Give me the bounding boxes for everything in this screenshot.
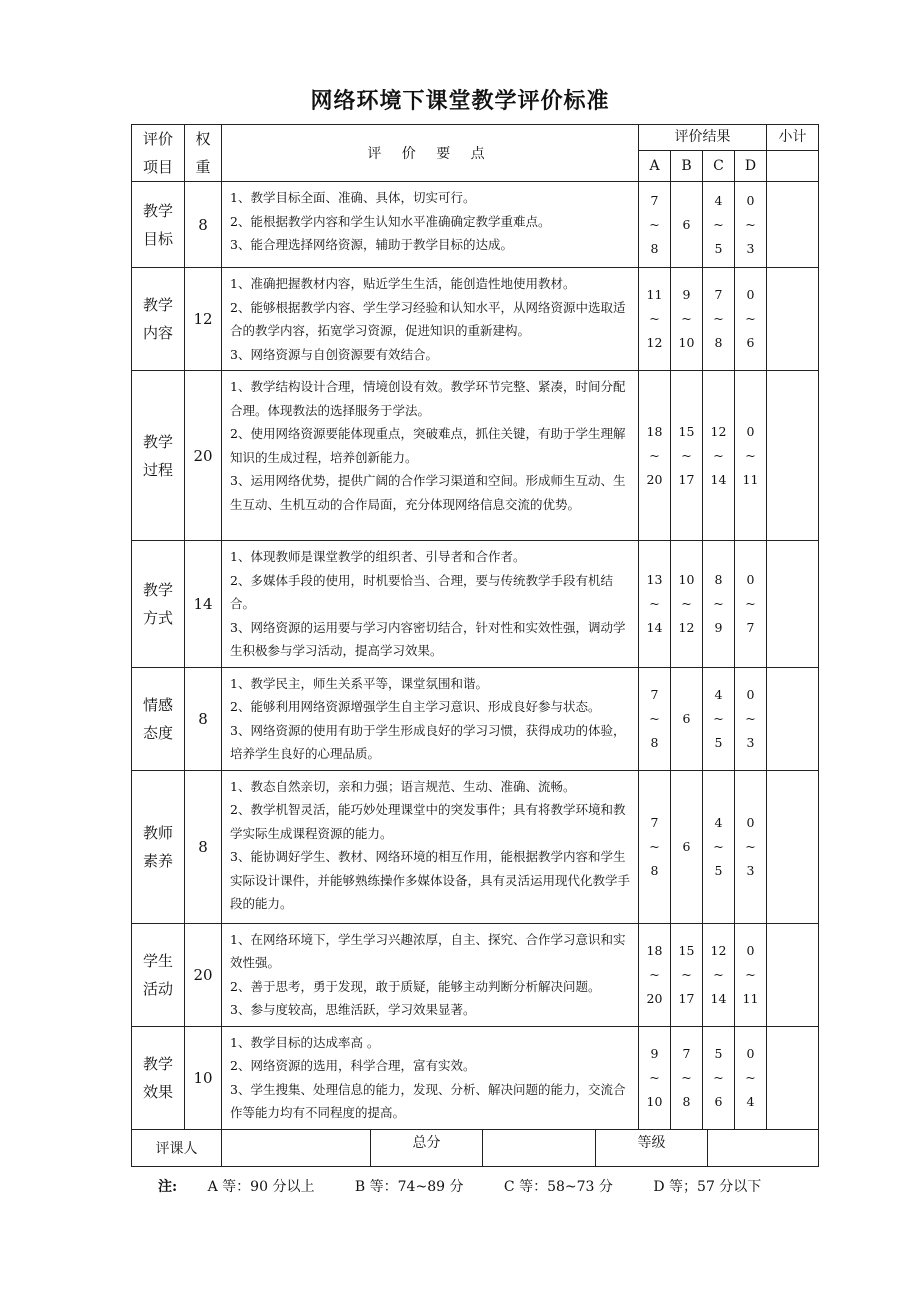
header-weight-line: 权 [195,130,211,148]
row-item-line: 内容 [142,324,173,342]
score-range-part: ~ [649,966,660,982]
score-range [735,541,767,668]
row-points [222,770,639,923]
score-range-part: 7 [650,192,659,208]
score-range [671,541,703,668]
subtotal-cell[interactable] [767,182,819,268]
score-range-part: ~ [713,710,724,726]
score-range-part: 12 [710,942,727,958]
note-label: 注: [158,1179,178,1195]
table-row [132,667,819,770]
score-range [671,770,703,923]
score-range [735,1026,767,1129]
score-range [671,1026,703,1129]
score-range-part: 10 [678,571,695,587]
point-line: 2、能够利用网络资源增强学生自主学习意识、形成良好参与状态。 [230,699,601,714]
row-item [132,371,185,541]
score-range-part: 8 [650,734,659,750]
subtotal-cell[interactable] [767,268,819,371]
row-weight: 10 [185,1026,222,1129]
grade-note [158,1176,797,1196]
row-points [222,182,639,268]
score-range-part: 15 [678,423,695,439]
point-line: 1、教学目标的达成率高 。 [230,1034,380,1050]
grade-d-header: D [735,150,767,181]
score-range-part: 12 [646,335,663,350]
grade-c-header: C [703,150,735,181]
score-range [671,182,703,268]
table-row [132,770,819,923]
score-range [671,371,703,541]
score-range-part: ~ [745,311,756,326]
table-row [132,541,819,668]
score-range-part: 10 [646,1093,663,1109]
score-range [735,923,767,1026]
score-range-part: 14 [710,471,727,487]
score-range-part: ~ [713,1069,724,1085]
header-weight-line: 重 [195,158,211,176]
row-item-line: 素养 [142,851,173,870]
score-range-part: ~ [745,216,756,232]
score-range-part: 4 [746,1093,755,1109]
point-line: 2、网络资源的选用，科学合理，富有实效。 [230,1058,476,1073]
score-range-part: 0 [746,571,755,587]
row-item-line: 教学 [142,296,173,314]
score-range-part: 5 [714,734,723,750]
score-range-part: 6 [682,838,691,854]
score-range [639,268,671,371]
score-range-part: 7 [714,287,723,302]
row-item-line: 教师 [142,823,173,842]
score-range-part: ~ [649,1069,660,1085]
point-line: 1、准确把握教材内容，贴近学生生活，能创造性地使用教材。 [230,276,576,291]
header-item-line: 评价 [142,130,173,148]
footer-inner [222,1130,818,1166]
score-range-part: ~ [649,710,660,726]
row-weight: 20 [185,923,222,1026]
point-line: 3、网络资源的使用有助于学生形成良好的学习习惯，获得成功的体验，培养学生良好的心理品质。 [230,722,626,761]
point-line: 3、运用网络优势，提供广阔的合作学习渠道和空间。形成师生互动、生生互动、生机互动的合作局面，充分体现网络信息交流的优势。 [230,473,626,512]
header-item-line: 项目 [142,158,173,176]
score-range [703,268,735,371]
table-row [132,182,819,268]
score-range-part: 7 [650,686,659,702]
score-range-part: 6 [714,1093,723,1109]
row-item-line: 教学 [142,432,173,451]
row-item-line: 教学 [142,1054,173,1073]
score-range-part: 18 [646,423,663,439]
score-range-part: 4 [714,192,723,208]
score-range-part: 7 [682,1045,691,1061]
score-range [639,770,671,923]
grade-b-header: B [671,150,703,181]
score-range-part: ~ [745,595,756,611]
score-range-part: 11 [742,990,759,1006]
score-range-part: 8 [650,240,659,256]
score-range [703,667,735,770]
score-range [735,182,767,268]
subtotal-cell[interactable] [767,770,819,923]
score-range-part: 8 [650,862,659,878]
point-line: 2、多媒体手段的使用，时机要恰当、合理，要与传统教学手段有机结合。 [230,572,613,611]
score-range [671,268,703,371]
point-line: 2、善于思考，勇于发现，敢于质疑，能够主动判断分析解决问题。 [230,978,601,994]
score-range [735,667,767,770]
score-range-part: ~ [745,966,756,982]
score-range [703,923,735,1026]
header-points: 评 价 要 点 [222,125,639,182]
score-range-part: 7 [650,814,659,830]
footer-row [132,1129,819,1166]
point-line: 3、能合理选择网络资源，辅助于教学目标的达成。 [230,237,513,252]
score-range-part: 14 [646,619,663,635]
score-range [703,182,735,268]
score-range [735,268,767,371]
row-points [222,1026,639,1129]
point-line: 3、学生搜集、处理信息的能力，发现、分析、解决问题的能力，交流合作等能力均有不同程度的提高。 [230,1081,626,1120]
score-range-part: 6 [746,335,755,350]
score-range-part: 3 [746,734,755,750]
subtotal-cell[interactable] [767,541,819,668]
row-item [132,541,185,668]
subtotal-cell[interactable] [767,371,819,541]
score-range-part: 0 [746,814,755,830]
row-points [222,268,639,371]
score-range-part: ~ [681,595,692,611]
row-points [222,667,639,770]
table-row [132,1026,819,1129]
score-range-part: ~ [745,710,756,726]
point-line: 2、教学机智灵活，能巧妙处理课堂中的突发事件；具有将教学环境和教学实际生成课程资源的能力。 [230,802,626,841]
grade-label: 等级 [596,1130,708,1166]
point-line: 3、网络资源与自创资源要有效结合。 [230,346,438,362]
score-range [703,371,735,541]
score-range-part: 0 [746,192,755,208]
row-points [222,371,639,541]
note-grade-c: C 等：58~73 分 [503,1179,613,1195]
row-item [132,770,185,923]
row-weight: 14 [185,541,222,668]
score-range-part: 12 [678,619,695,635]
score-range-part: 3 [746,862,755,878]
row-weight: 8 [185,770,222,923]
row-item-line: 效果 [142,1082,173,1101]
header-item [132,125,185,182]
score-range-part: ~ [649,595,660,611]
score-range-part: ~ [713,966,724,982]
subtotal-cell[interactable] [767,1026,819,1129]
score-range [639,1026,671,1129]
score-range-part: ~ [713,216,724,232]
row-item-line: 学生 [142,951,173,970]
point-line: 1、教学民主，师生关系平等，课堂氛围和谐。 [230,675,488,691]
score-range-part: 14 [710,990,727,1006]
point-line: 3、网络资源的运用要与学习内容密切结合，针对性和实效性强，调动学生积极参与学习活动，提高学习效果。 [230,619,626,658]
header-subtotal: 小计 [767,125,819,151]
score-range-part: ~ [745,1069,756,1085]
score-range [671,667,703,770]
point-line: 1、体现教师是课堂教学的组织者、引导者和合作者。 [230,549,526,564]
note-grade-d: D 等；57 分以下 [653,1179,762,1195]
grade-a-header: A [639,150,671,181]
score-range-part: 8 [682,1093,691,1109]
score-range-part: ~ [713,311,724,326]
score-range-part: 0 [746,1045,755,1061]
score-range-part: ~ [649,447,660,463]
subtotal-cell[interactable] [767,667,819,770]
point-line: 1、教学目标全面、准确、具体，切实可行。 [230,190,476,205]
score-range-part: ~ [649,216,660,232]
score-range [735,371,767,541]
score-range-part: ~ [745,447,756,463]
score-range-part: 15 [678,942,695,958]
score-range-part: 20 [646,471,663,487]
score-range [671,923,703,1026]
score-range [703,1026,735,1129]
score-range-part: ~ [713,838,724,854]
header-weight [185,125,222,182]
row-weight: 8 [185,667,222,770]
score-range-part: ~ [681,1069,692,1085]
score-range [639,541,671,668]
row-weight: 20 [185,371,222,541]
row-item [132,667,185,770]
score-range-part: 9 [714,619,723,635]
header-result: 评价结果 [639,125,767,151]
score-range-part: 4 [714,686,723,702]
score-range-part: 0 [746,423,755,439]
score-range [735,770,767,923]
score-range-part: 6 [682,216,691,232]
score-range [639,371,671,541]
score-range [639,923,671,1026]
footer-container [222,1129,819,1166]
total-label: 总分 [371,1130,483,1166]
score-range-part: ~ [681,311,692,326]
score-range-part: 20 [646,990,663,1006]
point-line: 1、教学结构设计合理，情境创设有效。教学环节完整、紧凑，时间分配合理。体现教法的选择服务于学法。 [230,379,626,418]
score-range-part: 9 [650,1045,659,1061]
score-range-part: ~ [713,595,724,611]
row-item-line: 教学 [142,201,173,220]
score-range-part: 8 [714,335,723,350]
note-grade-b: B 等：74~89 分 [354,1179,464,1195]
row-item-line: 目标 [142,229,173,248]
score-range-part: ~ [681,966,692,982]
reviewer-value[interactable] [222,1130,371,1166]
score-range-part: 17 [678,471,695,487]
score-range-part: 3 [746,240,755,256]
point-line: 1、在网络环境下，学生学习兴趣浓厚，自主、探究、合作学习意识和实效性强。 [230,931,626,970]
score-range [703,770,735,923]
point-line: 3、能协调好学生、教材、网络环境的相互作用，能根据教学内容和学生实际设计课件，并能够熟练操作多媒体设备，具有灵活运用现代化教学手段的能力。 [230,849,631,911]
score-range-part: 6 [682,710,691,726]
score-range-part: 17 [678,990,695,1006]
reviewer-label: 评课人 [132,1129,222,1166]
score-range-part: 0 [746,287,755,302]
score-range-part: 13 [646,571,663,587]
table-row [132,923,819,1026]
row-item-line: 方式 [142,608,173,627]
evaluation-table [131,124,819,1167]
score-range-part: 7 [746,619,755,635]
page-title: 网络环境下课堂教学评价标准 [310,89,610,114]
row-item [132,182,185,268]
row-item [132,268,185,371]
score-range-part: 11 [646,287,663,302]
row-item-line: 情感 [142,695,173,714]
score-range-part: 0 [746,686,755,702]
row-item [132,923,185,1026]
score-range-part: 0 [746,942,755,958]
table-row [132,268,819,371]
row-weight: 12 [185,268,222,371]
score-range [703,541,735,668]
table-row [132,371,819,541]
score-range-part: 11 [742,471,759,487]
score-range-part: 5 [714,1045,723,1061]
point-line: 2、能根据教学内容和学生认知水平准确确定教学重难点。 [230,213,551,229]
score-range [639,182,671,268]
score-range-part: ~ [681,447,692,463]
note-grade-a: A 等：90 分以上 [207,1179,315,1195]
row-points [222,541,639,668]
row-item-line: 态度 [142,723,173,742]
score-range-part: 10 [678,335,695,350]
score-range-part: ~ [713,447,724,463]
score-range-part: 4 [714,814,723,830]
subtotal-cell[interactable] [767,923,819,1026]
point-line: 2、能够根据教学内容、学生学习经验和认知水平，从网络资源中选取适合的教学内容，拓宽学习资源，促进知识的重新建构。 [230,299,626,338]
score-range-part: 18 [646,942,663,958]
score-range-part: 9 [682,287,691,302]
row-item-line: 过程 [142,460,173,479]
score-range-part: 8 [714,571,723,587]
row-points [222,923,639,1026]
row-item-line: 教学 [142,580,173,599]
point-line: 1、教态自然亲切，亲和力强；语言规范、生动、准确、流畅。 [230,778,576,794]
score-range-part: ~ [649,311,660,326]
score-range-part: 5 [714,240,723,256]
grade-value[interactable] [708,1130,819,1166]
score-range-part: ~ [745,838,756,854]
total-value[interactable] [483,1130,596,1166]
point-line: 3、参与度较高，思维活跃，学习效果显著。 [230,1002,476,1017]
score-range-part: 5 [714,862,723,878]
row-item [132,1026,185,1129]
row-item-line: 活动 [142,979,173,998]
score-range [639,667,671,770]
row-weight: 8 [185,182,222,268]
subtotal-header-blank [767,150,819,181]
score-range-part: ~ [649,838,660,854]
score-range-part: 12 [710,423,727,439]
point-line: 2、使用网络资源要能体现重点，突破难点，抓住关键，有助于学生理解知识的生成过程，培养创新能力。 [230,426,626,465]
